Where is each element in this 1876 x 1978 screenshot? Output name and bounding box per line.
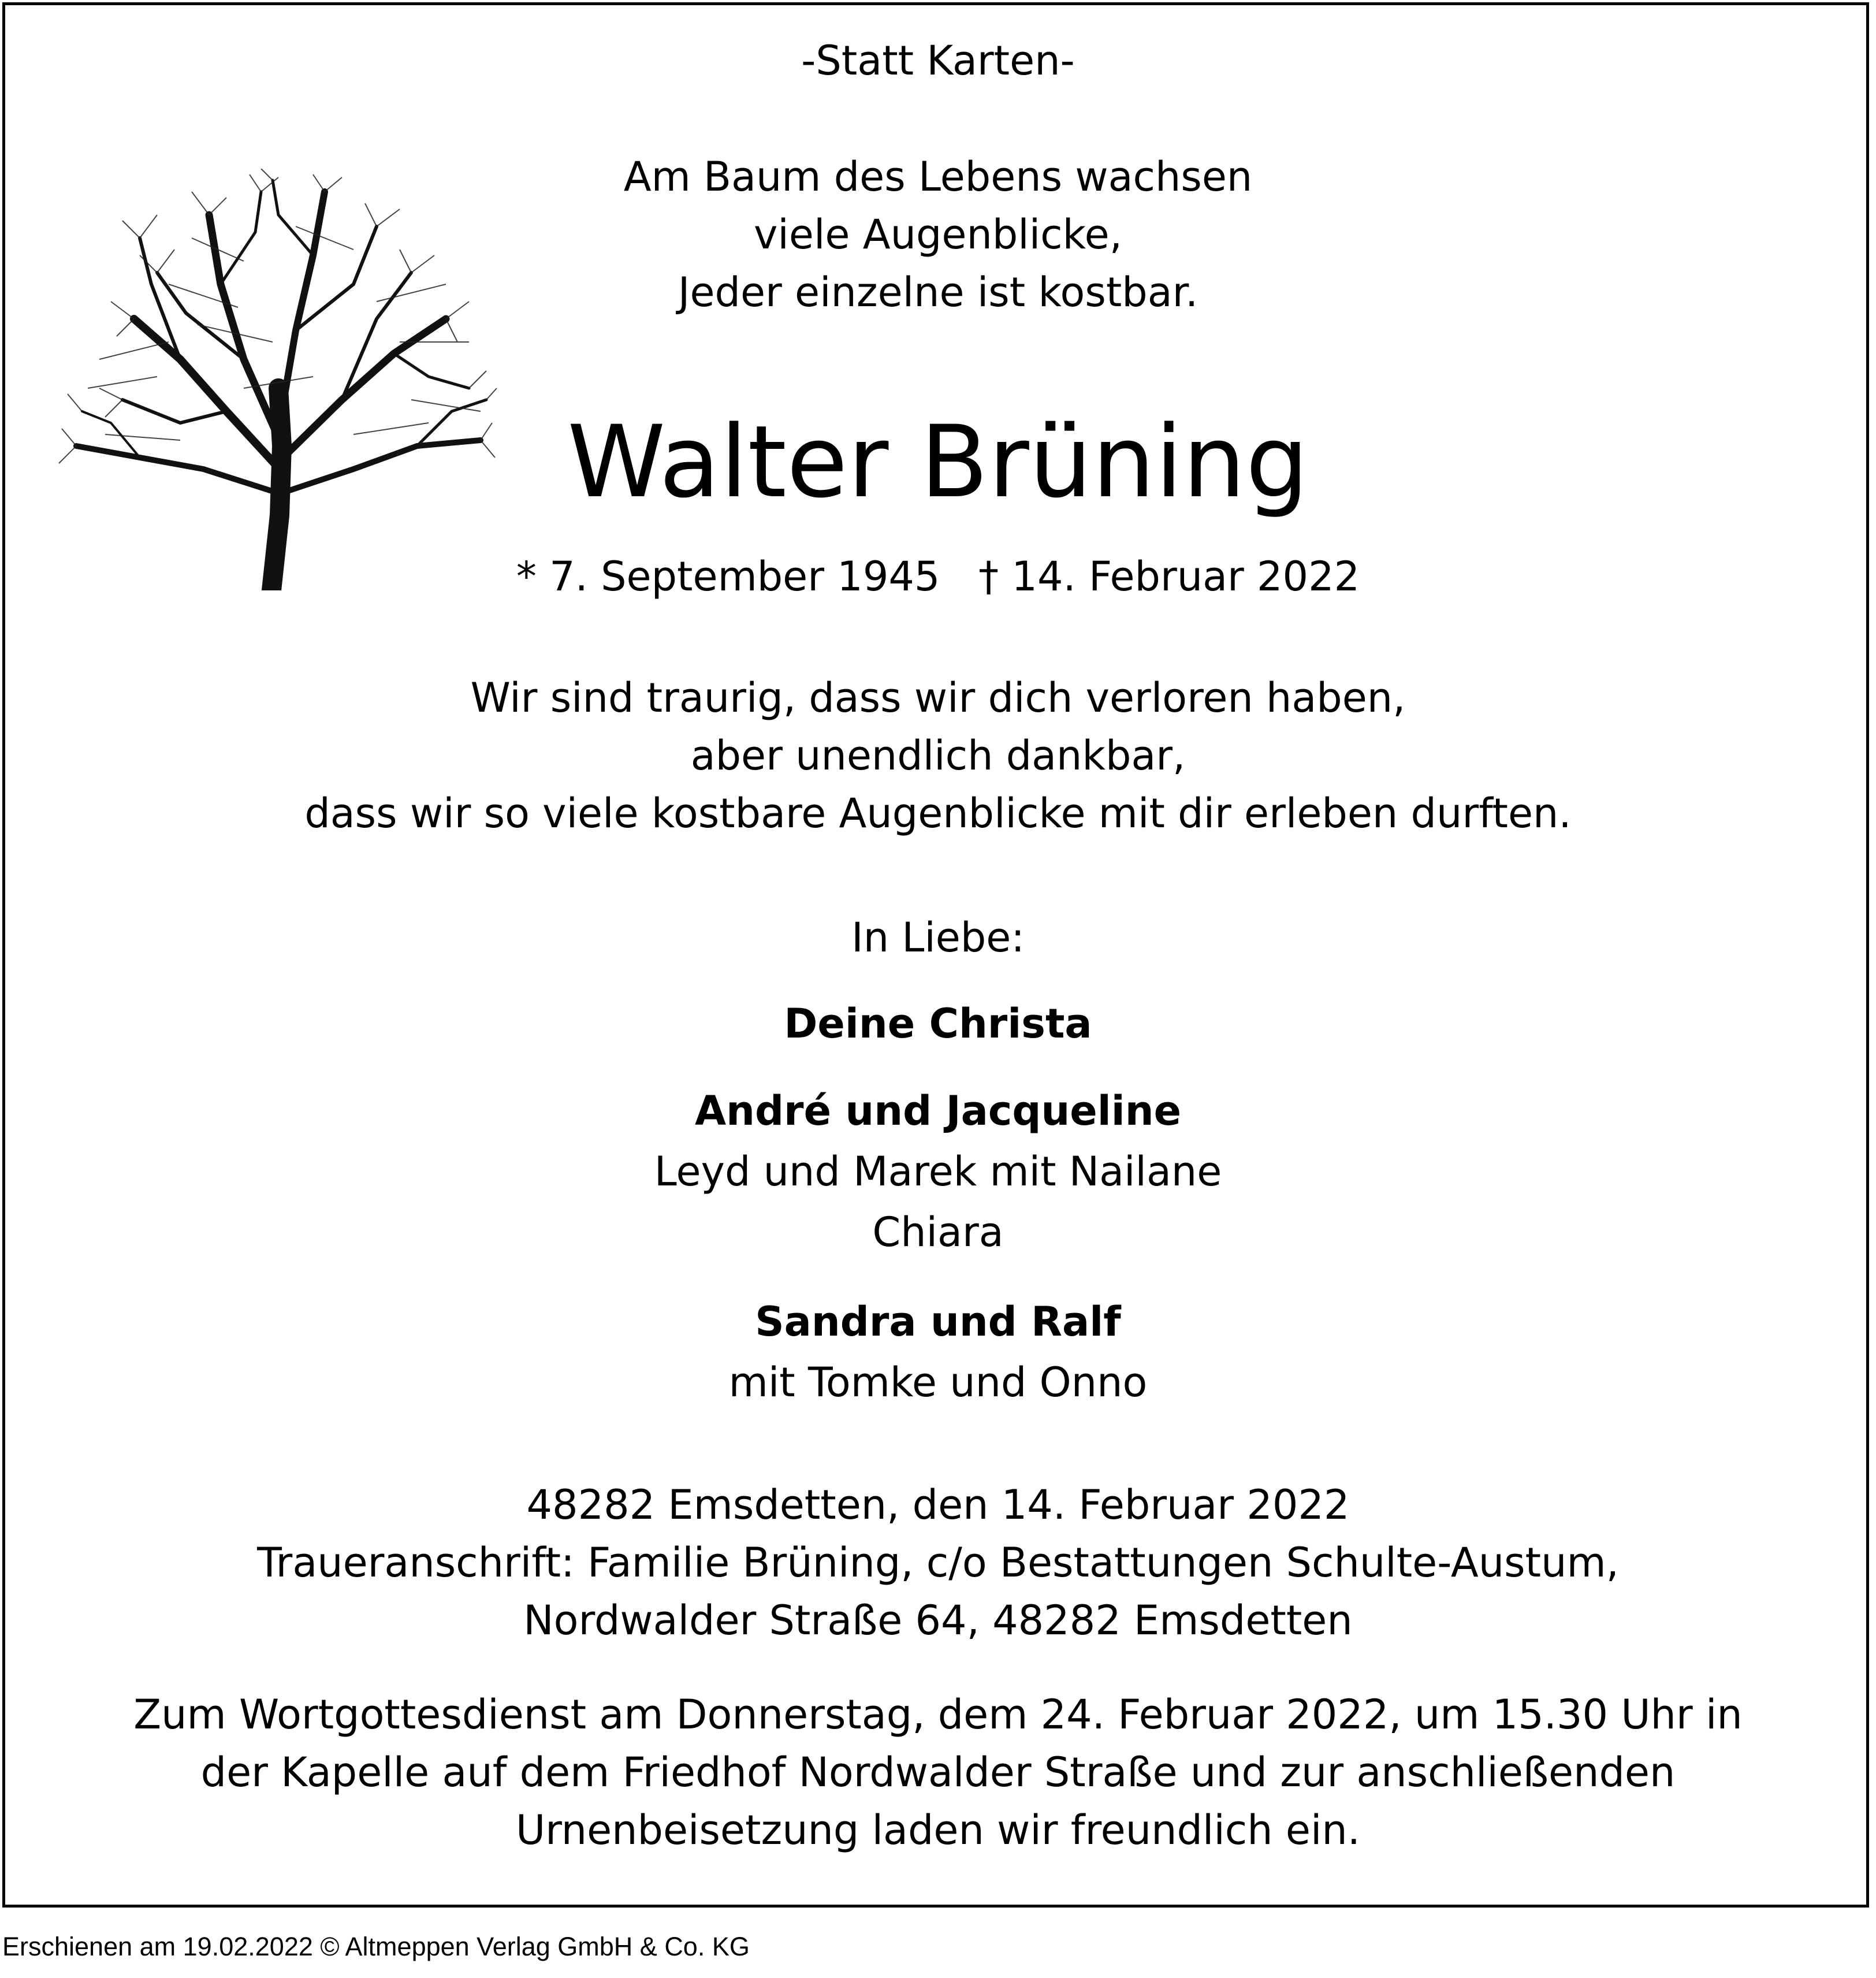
family-spouse: Deine Christa	[784, 1000, 1092, 1047]
family-couple-1-children-1: Leyd und Marek mit Nailane	[654, 1148, 1222, 1195]
family-couple-2-children: mit Tomke und Onno	[728, 1359, 1148, 1406]
message-line-2: aber unendlich dankbar,	[690, 732, 1186, 779]
deceased-name: Walter Brüning	[567, 404, 1309, 520]
poem-line-1: Am Baum des Lebens wachsen	[623, 153, 1253, 200]
service-line-2: der Kapelle auf dem Friedhof Nordwalder Straße und zur anschließenden	[200, 1749, 1676, 1796]
message-line-3: dass wir so viele kostbare Augenblicke mit dir erleben durften.	[304, 790, 1572, 837]
family-couple-2: Sandra und Ralf	[755, 1298, 1121, 1345]
message-line-1: Wir sind traurig, dass wir dich verloren haben,	[470, 674, 1406, 722]
family-couple-1-children-2: Chiara	[872, 1209, 1004, 1256]
publication-footer: Erschienen am 19.02.2022 © Altmeppen Verlag GmbH & Co. KG	[2, 1932, 750, 1961]
poem-line-3: Jeder einzelne ist kostbar.	[678, 269, 1198, 316]
header-statt-karten: -Statt Karten-	[801, 37, 1075, 84]
in-love-label: In Liebe:	[851, 914, 1025, 961]
poem-line-2: viele Augenblicke,	[754, 211, 1122, 258]
service-line-1: Zum Wortgottesdienst am Donnerstag, dem 24. Februar 2022, um 15.30 Uhr in	[133, 1691, 1743, 1738]
service-line-3: Urnenbeisetzung laden wir freundlich ein.	[515, 1806, 1361, 1854]
address-line-1: Traueranschrift: Familie Brüning, c/o Bestattungen Schulte-Austum,	[257, 1539, 1619, 1586]
place-date: 48282 Emsdetten, den 14. Februar 2022	[526, 1481, 1350, 1529]
address-line-2: Nordwalder Straße 64, 48282 Emsdetten	[523, 1597, 1353, 1644]
family-couple-1: André und Jacqueline	[694, 1087, 1182, 1135]
life-dates: * 7. September 1945 † 14. Februar 2022	[516, 553, 1360, 600]
